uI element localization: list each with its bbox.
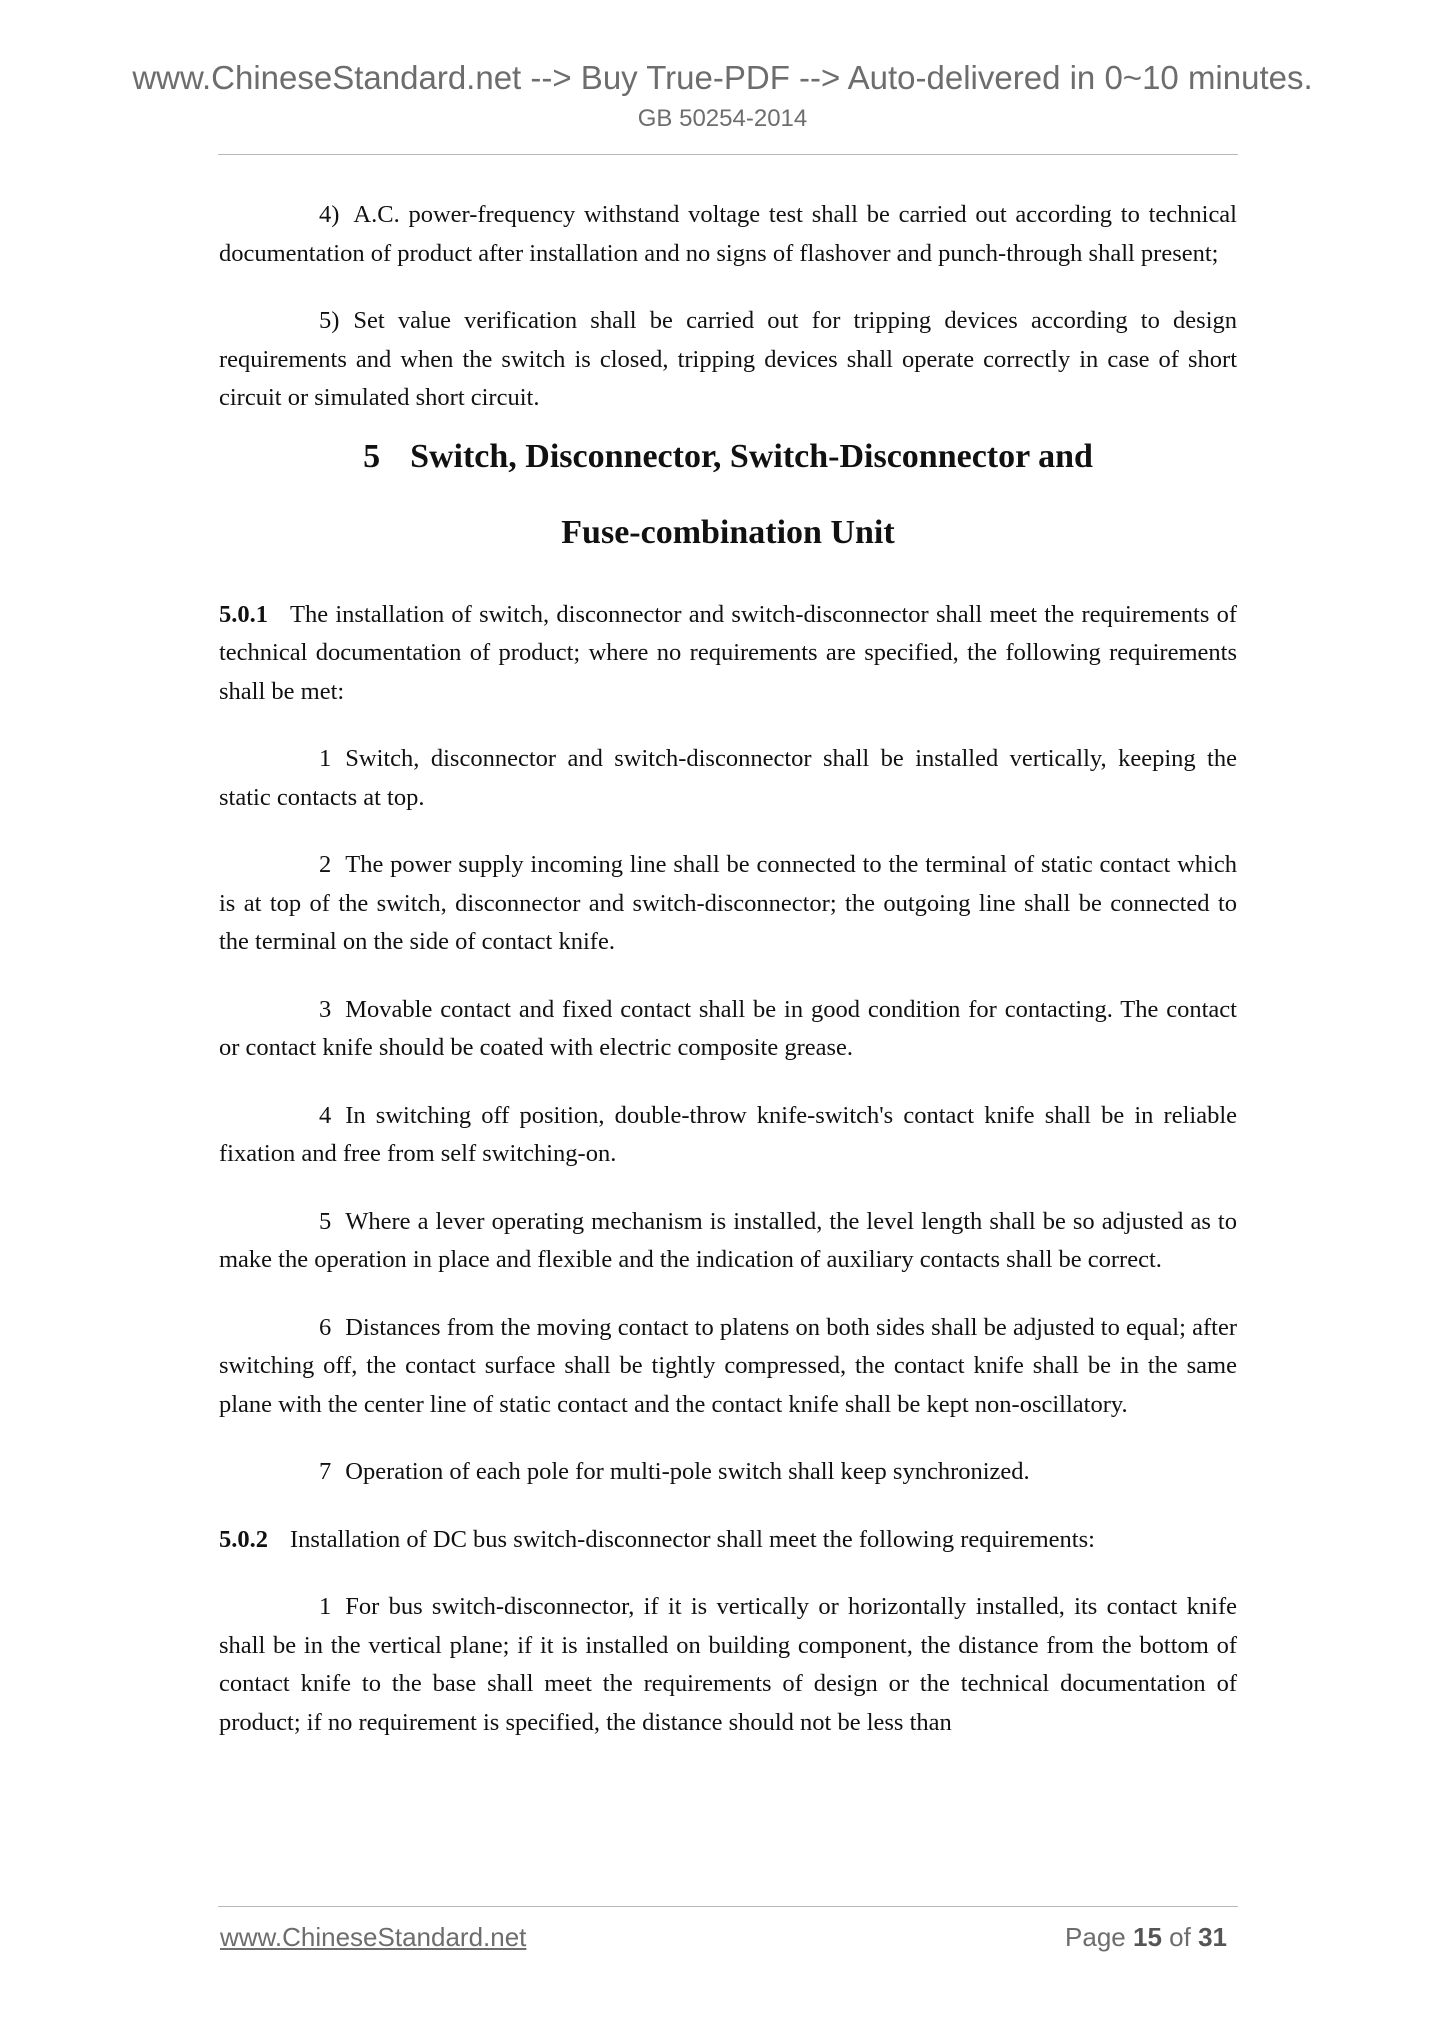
clause-number: 5.0.1 [219, 600, 268, 628]
clause-paragraph [219, 596, 1237, 712]
list-item [219, 302, 1237, 418]
section-number: 5 [363, 437, 381, 475]
header-divider [218, 154, 1238, 155]
section-title-line1: Switch, Disconnector, Switch-Disconnector and [410, 437, 1093, 475]
item-text: The power supply incoming line shall be connected to the terminal of static contact which is at top of the switch, disconnector and switch-disconnector; the outgoing line shall be connected to the terminal on the side of contact knife. [219, 851, 1237, 955]
document-body [219, 196, 1237, 1771]
page-total: 31 [1198, 1922, 1227, 1952]
item-number: 1 [319, 745, 332, 772]
list-item [219, 846, 1237, 962]
list-item [219, 991, 1237, 1068]
item-number: 3 [319, 995, 332, 1023]
item-text: Distances from the moving contact to platens on both sides shall be adjusted to equal; after switching off, the contact surface shall be tightly compressed, the contact knife shall be in the same plane with the center line of static contact and the contact knife shall be kept non-oscillatory. [219, 1313, 1237, 1418]
section-heading-continued [219, 511, 1237, 555]
footer-website-link[interactable]: www.ChineseStandard.net [220, 1922, 527, 1952]
footer-divider [218, 1906, 1238, 1907]
item-number: 1 [319, 1593, 332, 1620]
item-number: 6 [319, 1313, 332, 1341]
item-text: Movable contact and fixed contact shall be in good condition for contacting. The contact or contact knife should be coated with electric composite grease. [219, 995, 1237, 1061]
page-indicator [1065, 1920, 1227, 1954]
item-number: 5 [319, 1207, 332, 1235]
item-number: 4) [319, 201, 340, 228]
page-of: of [1169, 1922, 1191, 1952]
list-item [219, 1309, 1237, 1425]
header-banner: www.ChineseStandard.net --> Buy True-PDF --> Auto-delivered in 0~10 minutes. [132, 59, 1313, 96]
item-number: 5) [319, 307, 340, 334]
document-number: GB 50254-2014 [637, 105, 808, 132]
section-title-line2: Fuse-combination Unit [561, 513, 895, 551]
list-item [219, 1453, 1237, 1492]
item-text: Operation of each pole for multi-pole switch shall keep synchronized. [345, 1458, 1030, 1485]
item-text: In switching off position, double-throw knife-switch's contact knife shall be in reliable fixation and free from self switching-on. [219, 1101, 1237, 1167]
list-item [219, 740, 1237, 817]
list-item [219, 1203, 1237, 1280]
item-text: Where a lever operating mechanism is installed, the level length shall be so adjusted as to make the operation in place and flexible and the indication of auxiliary contacts shall be correct. [219, 1207, 1237, 1273]
item-number: 2 [319, 851, 332, 878]
clause-number: 5.0.2 [219, 1525, 268, 1553]
page-prefix: Page [1065, 1922, 1126, 1952]
item-text: Switch, disconnector and switch-disconnector shall be installed vertically, keeping the static contacts at top. [219, 745, 1237, 811]
item-text: A.C. power-frequency withstand voltage test shall be carried out according to technical documentation of product after installation and no signs of flashover and punch-through shall present; [219, 201, 1237, 267]
item-text: Set value verification shall be carried out for tripping devices according to design requirements and when the switch is closed, tripping devices shall operate correctly in case of short circuit or simulated short circuit. [219, 307, 1237, 411]
item-number: 7 [319, 1458, 332, 1485]
item-number: 4 [319, 1101, 332, 1129]
list-item [219, 196, 1237, 273]
section-heading [219, 435, 1237, 479]
clause-text: Installation of DC bus switch-disconnector shall meet the following requirements: [290, 1525, 1095, 1553]
page-current: 15 [1133, 1922, 1162, 1952]
list-item [219, 1097, 1237, 1174]
list-item [219, 1588, 1237, 1742]
clause-paragraph [219, 1521, 1237, 1560]
item-text: For bus switch-disconnector, if it is vertically or horizontally installed, its contact knife shall be in the vertical plane; if it is installed on building component, the distance from the bottom of contact knife to the base shall meet the requirements of design or the technical documentation of product; if no requirement is specified, the distance should not be less than [219, 1593, 1237, 1736]
clause-text: The installation of switch, disconnector and switch-disconnector shall meet the requirements of technical documentation of product; where no requirements are specified, the following requirements shall be met: [219, 600, 1237, 705]
